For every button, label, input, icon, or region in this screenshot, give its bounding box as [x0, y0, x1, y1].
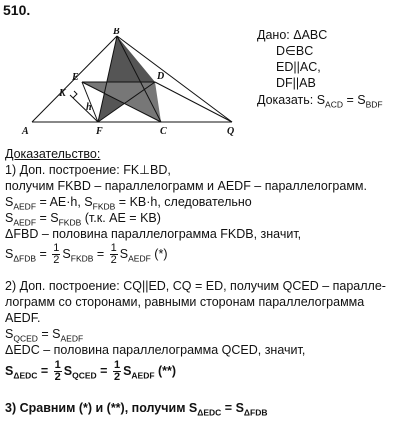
given-line-2: D∈BC	[276, 44, 314, 58]
proof-line-3: $S_{AEDF} = AE\cdot h$, $S_{FKDB} = KB\cdot h$, следовательно	[5, 195, 252, 212]
label-c: C	[160, 126, 167, 137]
fraction-half: $\frac{1}{2}$	[53, 242, 60, 266]
fraction-half: $\frac{1}{2}$	[110, 242, 117, 266]
segment-fk-height	[70, 95, 98, 122]
proof-line-10: $S_{QCED} = S_{AEDF}$	[5, 327, 84, 344]
proof-line-9: AEDF.	[5, 311, 41, 325]
problem-number: 510.	[3, 2, 31, 18]
proof-line-7: 2) Доп. построение: CQ||ED, CQ = ED, получим QCED – паралле-	[5, 279, 386, 293]
proof-line-2: получим FKBD – параллелограмм и AEDF – параллелограмм.	[5, 179, 367, 193]
label-a: A	[22, 126, 29, 137]
proof-line-1: 1) Доп. построение: FK⊥BD,	[5, 163, 171, 177]
label-q: Q	[227, 126, 235, 137]
proof-line-6: $S_{\Delta FDB}$ = $\frac{1}{2}$ $S_{FKDB}$ = $\frac{1}{2}$ $S_{AEDF}$ (*)	[5, 242, 168, 266]
given-line-4: DF||AB	[276, 76, 316, 90]
proof-line-12: $S_{\Delta EDC}$ = $\frac{1}{2}$ $S_{QCED}$ = $\frac{1}{2}$ $S_{AEDF}$ (**)	[5, 359, 177, 383]
segment-dq	[155, 82, 232, 122]
proof-line-5: ΔFBD – половина параллелограмма FKDB, значит,	[5, 227, 302, 241]
proof-line-4: $S_{AEDF} = S_{FKDB}$ (т.к. AE = KB)	[5, 211, 161, 228]
geometry-figure	[10, 28, 246, 146]
label-e: E	[72, 72, 79, 83]
proof-line-8: лограмм со сторонами, равными сторонам параллелограмма	[5, 295, 365, 309]
label-d: D	[157, 71, 165, 82]
proof-heading: Доказательство:	[5, 147, 101, 161]
fraction-half: $\frac{1}{2}$	[54, 359, 61, 383]
prove-line: Доказать: $S_{ACD} = S_{BDF}$	[257, 93, 383, 110]
label-k: K	[59, 88, 66, 99]
label-f: F	[96, 126, 103, 137]
right-angle-mark	[73, 91, 77, 98]
fraction-half: $\frac{1}{2}$	[113, 359, 121, 383]
proof-line-13: 3) Сравним (*) и (**), получим $S_{\Delta EDC} = S_{\Delta FDB}$	[5, 401, 268, 418]
label-h: h	[86, 102, 92, 113]
label-b: B	[113, 28, 120, 37]
given-line-1: Дано: ΔABC	[257, 28, 328, 42]
given-line-3: ED||AC,	[276, 60, 321, 74]
proof-line-11: ΔEDC – половина параллелограмма QCED, значит,	[5, 343, 306, 357]
